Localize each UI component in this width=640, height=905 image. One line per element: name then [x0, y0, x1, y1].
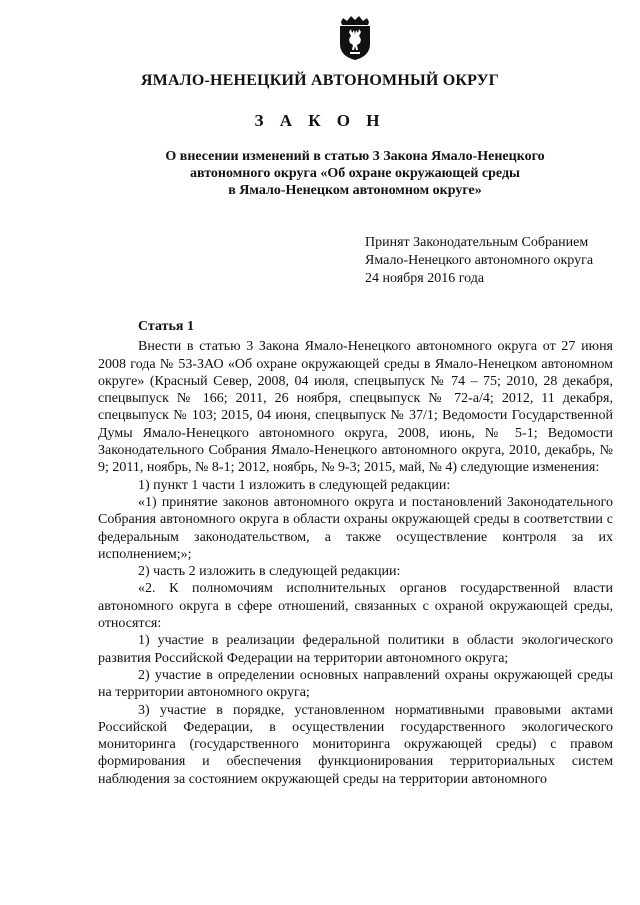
law-title-line: О внесении изменений в статью 3 Закона Ямало-Ненецкого [165, 149, 545, 164]
law-title-line: в Ямало-Ненецком автономном округе» [228, 183, 482, 198]
article-paragraph: 1) участие в реализации федеральной политики в области экологического развития Российской Федерации на территории автономного округа; [98, 633, 613, 666]
article-paragraph: Внести в статью 3 Закона Ямало-Ненецкого автономного округа от 27 июня 2008 года № 53-ЗАО «Об охране окружающей среды в Ямало-Ненецком автономном округе» (Красный Север, 2008, 04 июля, спецвыпуск № 74 – 75; 2010, 28 декабря, спецвыпуск № 166; 2011, 26 ноября, спецвыпуск № 72-а/4; 2012, 11 декабря, спецвыпуск № 103; 2015, 04 июня, спецвыпуск № 37/1; Ведомости Государственной Думы Ямало-Ненецкого автономного округа, 2008, июнь, № 5-1; Ведомости Законодательного Собрания Ямало-Ненецкого автономного округа, 2010, декабрь, № 9; 2011, ноябрь, № 8-1; 2012, ноябрь, № 9-3; 2015, май, № 4) следующие изменения: [98, 339, 613, 476]
article-paragraph: 2) часть 2 изложить в следующей редакции: [138, 564, 401, 580]
article-body [98, 318, 613, 788]
adoption-line: Принят Законодательным Собранием [365, 235, 589, 250]
article-paragraph: 2) участие в определении основных направлений охраны окружающей среды на территории автономного округа; [98, 667, 613, 701]
region-name: ЯМАЛО-НЕНЕЦКИЙ АВТОНОМНЫЙ ОКРУГ [140, 72, 500, 89]
coat-of-arms-icon [335, 12, 375, 62]
article-paragraph: «2. К полномочиям исполнительных органов государственной власти автономного округа в сфере отношений, связанных с охраной окружающей среды, относятся: [98, 581, 613, 632]
adoption-note [365, 234, 625, 288]
article-paragraph: «1) принятие законов автономного округа и постановлений Законодательного Собрания автономного округа в области охраны окружающей среды в соответствии с федеральным законодательством, а также осуществление контроля за их исполнением;»; [98, 494, 613, 562]
article-heading: Статья 1 [138, 319, 194, 334]
article-paragraph: 3) участие в порядке, установленном нормативными правовыми актами Российской Федерации, в осуществлении государственного экологического мониторинга (государственного мониторинга окружающей среды) с правом формирования и обеспечения функционирования территориальных систем наблюдения за состоянием окружающей среды на территории автономного [98, 702, 613, 787]
law-title-line: автономного округа «Об охране окружающей среды [190, 166, 520, 181]
law-title [0, 148, 640, 199]
adoption-line: Ямало-Ненецкого автономного округа [365, 253, 594, 268]
adoption-date: 24 ноября 2016 года [365, 271, 485, 286]
document-type: З А К О Н [254, 111, 386, 130]
article-paragraph: 1) пункт 1 части 1 изложить в следующей редакции: [138, 477, 451, 493]
